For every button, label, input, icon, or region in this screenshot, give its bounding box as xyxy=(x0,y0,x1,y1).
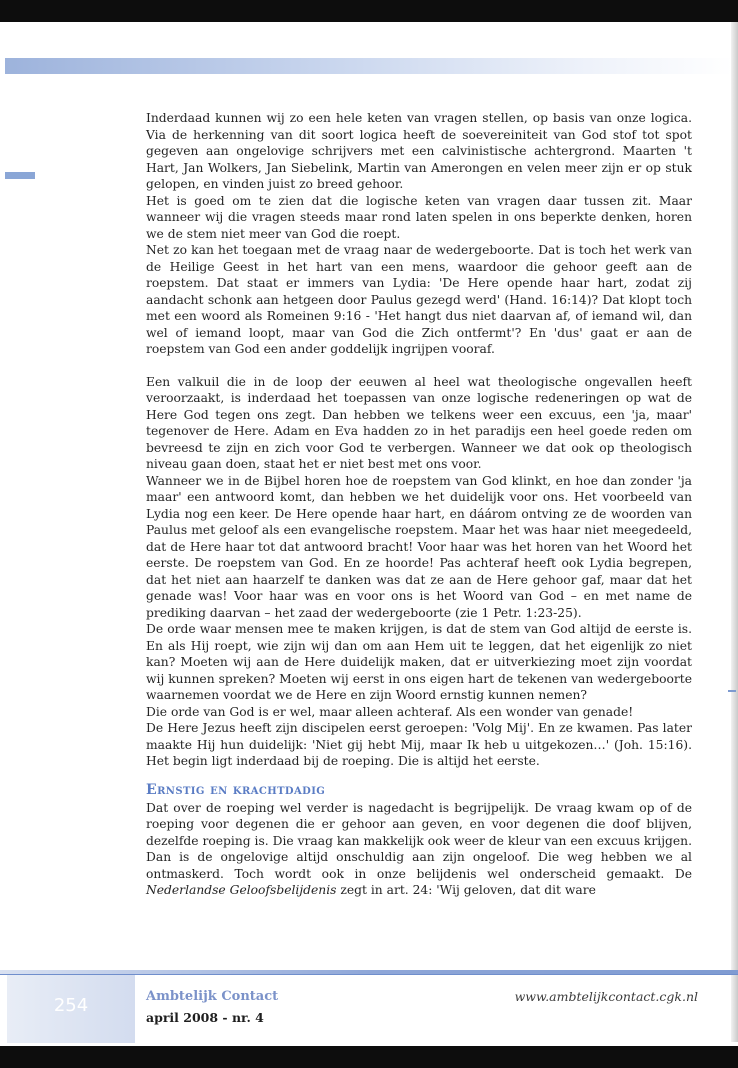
spine-marker xyxy=(728,690,736,692)
page-spine-shadow xyxy=(731,22,738,1042)
paragraph-8: De Here Jezus heeft zijn discipelen eerst geroepen: 'Volg Mij'. En ze kwamen. Pas later maakte Hij hun duidelijk: 'Niet gij hebt Mij, maar Ik heb u uitgekozen…' (Joh. 15:16). Het begin ligt inderdaad bij de roeping. Die is altijd het eerste. xyxy=(146,721,692,768)
paragraph-9-text-start: Dat over de roeping wel verder is nagedacht is begrijpelijk. De vraag kwam op of de roeping voor degenen die er gehoor aan geven, en voor degenen die doof blijven, dezelfde roeping is. Die vraag kan makkelijk ook weer de kleur van een excuus krijgen. Dan is de ongelovige altijd onschuldig aan zijn ongeloof. Die weg hebben we al ontmaskerd. Toch wordt ook in onze belijdenis wel onderscheid gemaakt. De xyxy=(146,800,692,881)
page-number-box xyxy=(7,975,135,1043)
scan-top-border xyxy=(0,0,738,22)
scan-bottom-border xyxy=(0,1046,738,1068)
confession-title: Nederlandse Geloofsbelijdenis xyxy=(146,883,337,897)
paragraph-4: Een valkuil die in de loop der eeuwen al heel wat theologische ongevallen heeft veroorzaakt, is inderdaad het toepassen van onze logische redeneringen op wat de Here God tegen ons zegt. Dan hebben we telkens weer een excuus, een 'ja, maar' tegenover de Here. Adam en Eva hadden zo in het paradijs een heel goede reden om bevreesd te zijn en zich voor God te verbergen. Wanneer we dat ook op theologisch niveau gaan doen, staat het er niet best met ons voor. xyxy=(146,374,692,471)
website-url[interactable]: www.ambtelijkcontact.cgk.nl xyxy=(514,989,698,1004)
paragraph-2: Het is goed om te zien dat die logische keten van vragen daar tussen zit. Maar wanneer wij die vragen steeds maar rond laten spelen in ons beperkte denken, horen we de stem niet meer van God die roept. xyxy=(146,193,692,241)
paragraph-9 xyxy=(146,800,692,899)
paragraph-1: Inderdaad kunnen wij zo een hele keten van vragen stellen, op basis van onze logica. Via de herkenning van dit soort logica heeft de soevereiniteit van God stof tot spot gegeven aan ongelovige schrijvers met een calvinistische achtergrond. Maarten 't Hart, Jan Wolkers, Jan Siebelink, Martin van Amerongen en velen meer zijn er op stuk gelopen, en vinden juist zo breed gehoor. xyxy=(146,111,692,191)
paragraph-6: De orde waar mensen mee te maken krijgen, is dat de stem van God altijd de eerste is. En als Hij roept, wie zijn wij dan om aan Hem uit te leggen, dat het eigenlijk zo niet kan? Moeten wij aan de Here duidelijk maken, dat er uitverkiezing moet zijn voordat wij kunnen spreken? Moeten wij eerst in ons eigen hart de tekenen van wedergeboorte waarnemen voordat we de Here en zijn Woord ernstig kunnen nemen? xyxy=(146,622,692,702)
paragraph-9-text-end: zegt in art. 24: 'Wij geloven, dat dit ware xyxy=(336,883,596,897)
paragraph-7: Die orde van God is er wel, maar alleen achteraf. Als een wonder van genade! xyxy=(146,704,634,719)
paragraph-3: Net zo kan het toegaan met de vraag naar de wedergeboorte. Dat is toch het werk van de Heilige Geest in het hart van een mens, waardoor die gehoor geeft aan de roepstem. Dat staat er immers van Lydia: 'De Here opende haar hart, zodat zij aandacht schonk aan hetgeen door Paulus gezegd werd' (Hand. 16:14)? Dat klopt toch met een woord als Romeinen 9:16 - 'Het hangt dus niet daarvan af, of iemand wil, dan wel of iemand loopt, maar van God die Zich ontfermt'? En 'dus' gaat er aan de roepstem van God een ander goddelijk ingrijpen vooraf. xyxy=(146,243,692,356)
margin-marker xyxy=(5,172,35,179)
page-number: 254 xyxy=(53,995,89,1016)
header-gradient-rule xyxy=(5,58,733,74)
section-heading: Ernstig en krachtdadig xyxy=(146,781,326,798)
paragraph-5: Wanneer we in de Bijbel horen hoe de roepstem van God klinkt, en hoe dan zonder 'ja maar' een antwoord komt, dan hebben we het duidelijk voor ons. Het voorbeeld van Lydia nog een keer. De Here opende haar hart, en dáárom ontving ze de woorden van Paulus met geloof als een evangelische roepstem. Maar het was haar niet meegedeeld, dat de Here haar tot dat antwoord bracht! Voor haar was het horen van het Woord het eerste. De roepstem van God. En ze hoorde! Pas achteraf heeft ook Lydia begrepen, dat het niet aan haarzelf te danken was dat ze aan de Here gehoor gaf, maar dat het genade was! Voor haar was en voor ons is het Woord van God – en met name de prediking daarvan – het zaad der wedergeboorte (zie 1 Petr. 1:23-25). xyxy=(146,473,692,620)
issue-info: april 2008 - nr. 4 xyxy=(146,1010,264,1025)
magazine-name: Ambtelijk Contact xyxy=(146,989,279,1004)
article-body xyxy=(146,110,692,899)
